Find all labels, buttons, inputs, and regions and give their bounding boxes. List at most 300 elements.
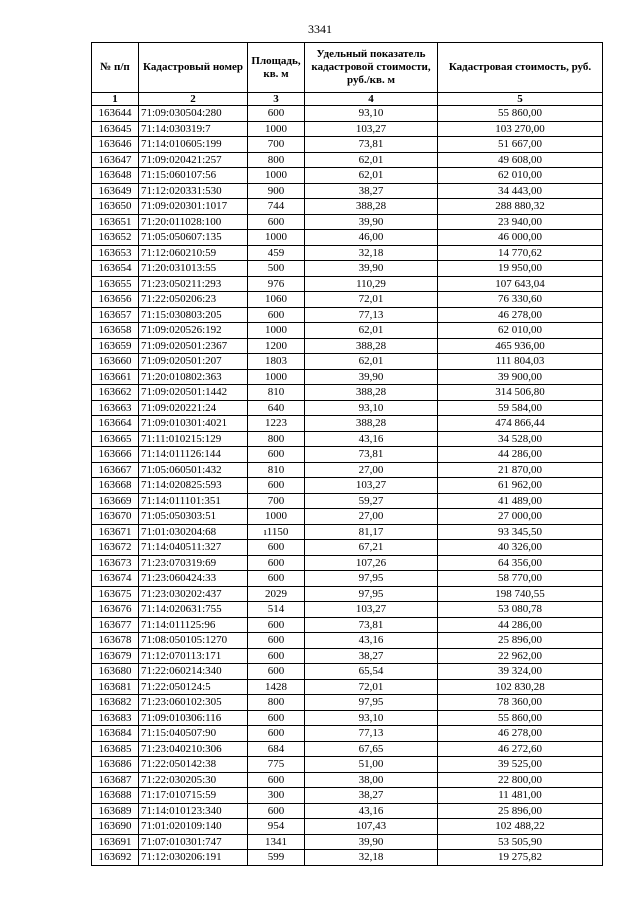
table-row [92, 803, 603, 819]
cadastral-number-cell: 71:23:030202:437 [139, 586, 248, 602]
table-row [92, 478, 603, 494]
cadastral-number-cell: 71:22:050142:38 [139, 757, 248, 773]
unit-value-cell: 32,18 [305, 245, 438, 261]
area-cell: 600 [248, 648, 305, 664]
unit-value-cell: 43,16 [305, 633, 438, 649]
area-cell: 1000 [248, 323, 305, 339]
cadastral-value-cell: 25 896,00 [438, 803, 603, 819]
cadastral-value-cell: 34 443,00 [438, 183, 603, 199]
row-index-cell: 163645 [92, 121, 139, 137]
area-cell: 600 [248, 447, 305, 463]
cadastral-value-cell: 27 000,00 [438, 509, 603, 525]
table-row [92, 152, 603, 168]
unit-value-cell: 93,10 [305, 106, 438, 122]
area-cell: 600 [248, 633, 305, 649]
header-cadastral-value: Кадастровая стоимость, руб. [438, 43, 603, 93]
unit-value-cell: 32,18 [305, 850, 438, 866]
row-index-cell: 163660 [92, 354, 139, 370]
cadastral-value-cell: 58 770,00 [438, 571, 603, 587]
cadastral-value-cell: 46 278,00 [438, 307, 603, 323]
area-cell: 775 [248, 757, 305, 773]
cadastral-table [91, 42, 603, 866]
cadastral-number-cell: 71:09:020221:24 [139, 400, 248, 416]
cadastral-value-cell: 23 940,00 [438, 214, 603, 230]
cadastral-number-cell: 71:23:040210:306 [139, 741, 248, 757]
cadastral-value-cell: 22 800,00 [438, 772, 603, 788]
cadastral-number-cell: 71:14:011125:96 [139, 617, 248, 633]
page-number: 3341 [308, 22, 332, 36]
area-cell: 1000 [248, 509, 305, 525]
cadastral-value-cell: 62 010,00 [438, 323, 603, 339]
table-row [92, 183, 603, 199]
row-index-cell: 163682 [92, 695, 139, 711]
unit-value-cell: 107,26 [305, 555, 438, 571]
cadastral-value-cell: 14 770,62 [438, 245, 603, 261]
cadastral-value-cell: 93 345,50 [438, 524, 603, 540]
row-index-cell: 163684 [92, 726, 139, 742]
cadastral-number-cell: 71:15:060107:56 [139, 168, 248, 184]
area-cell: 1341 [248, 834, 305, 850]
table-row [92, 245, 603, 261]
column-number: 2 [139, 93, 248, 106]
cadastral-value-cell: 111 804,03 [438, 354, 603, 370]
area-cell: 900 [248, 183, 305, 199]
cadastral-value-cell: 21 870,00 [438, 462, 603, 478]
cadastral-number-cell: 71:14:010123:340 [139, 803, 248, 819]
unit-value-cell: 39,90 [305, 369, 438, 385]
cadastral-number-cell: 71:22:030205:30 [139, 772, 248, 788]
row-index-cell: 163656 [92, 292, 139, 308]
area-cell: 600 [248, 617, 305, 633]
row-index-cell: 163655 [92, 276, 139, 292]
cadastral-number-cell: 71:23:050211:293 [139, 276, 248, 292]
area-cell: 1000 [248, 121, 305, 137]
area-cell: 954 [248, 819, 305, 835]
row-index-cell: 163679 [92, 648, 139, 664]
table-row [92, 664, 603, 680]
table-row [92, 493, 603, 509]
row-index-cell: 163691 [92, 834, 139, 850]
unit-value-cell: 62,01 [305, 168, 438, 184]
area-cell: 1000 [248, 168, 305, 184]
cadastral-value-cell: 19 950,00 [438, 261, 603, 277]
cadastral-value-cell: 198 740,55 [438, 586, 603, 602]
cadastral-number-cell: 71:05:050607:135 [139, 230, 248, 246]
cadastral-number-cell: 71:09:020501:1442 [139, 385, 248, 401]
unit-value-cell: 97,95 [305, 571, 438, 587]
row-index-cell: 163644 [92, 106, 139, 122]
unit-value-cell: 72,01 [305, 679, 438, 695]
area-cell: 514 [248, 602, 305, 618]
table-row [92, 338, 603, 354]
table-row [92, 106, 603, 122]
cadastral-number-cell: 71:23:070319:69 [139, 555, 248, 571]
row-index-cell: 163669 [92, 493, 139, 509]
row-index-cell: 163663 [92, 400, 139, 416]
area-cell: 800 [248, 695, 305, 711]
cadastral-number-cell: 71:14:020631:755 [139, 602, 248, 618]
row-index-cell: 163657 [92, 307, 139, 323]
cadastral-number-cell: 71:09:020421:257 [139, 152, 248, 168]
row-index-cell: 163677 [92, 617, 139, 633]
row-index-cell: 163653 [92, 245, 139, 261]
cadastral-number-cell: 71:14:030319:7 [139, 121, 248, 137]
row-index-cell: 163688 [92, 788, 139, 804]
cadastral-value-cell: 314 506,80 [438, 385, 603, 401]
cadastral-number-cell: 71:01:030204:68 [139, 524, 248, 540]
row-index-cell: 163680 [92, 664, 139, 680]
table-row [92, 571, 603, 587]
row-index-cell: 163667 [92, 462, 139, 478]
unit-value-cell: 73,81 [305, 617, 438, 633]
cadastral-number-cell: 71:20:031013:55 [139, 261, 248, 277]
cadastral-number-cell: 71:09:010306:116 [139, 710, 248, 726]
table-row [92, 540, 603, 556]
area-cell: 1223 [248, 416, 305, 432]
cadastral-value-cell: 11 481,00 [438, 788, 603, 804]
cadastral-number-cell: 71:14:011126:144 [139, 447, 248, 463]
area-cell: 1200 [248, 338, 305, 354]
cadastral-value-cell: 103 270,00 [438, 121, 603, 137]
table-row [92, 168, 603, 184]
cadastral-value-cell: 53 505,90 [438, 834, 603, 850]
cadastral-value-cell: 39 525,00 [438, 757, 603, 773]
cadastral-number-cell: 71:23:060102:305 [139, 695, 248, 711]
cadastral-number-cell: 71:09:030504:280 [139, 106, 248, 122]
row-index-cell: 163649 [92, 183, 139, 199]
table-row [92, 416, 603, 432]
row-index-cell: 163654 [92, 261, 139, 277]
cadastral-value-cell: 288 880,32 [438, 199, 603, 215]
unit-value-cell: 97,95 [305, 695, 438, 711]
table-row [92, 602, 603, 618]
unit-value-cell: 38,00 [305, 772, 438, 788]
table-row [92, 555, 603, 571]
row-index-cell: 163678 [92, 633, 139, 649]
table-row [92, 679, 603, 695]
row-index-cell: 163648 [92, 168, 139, 184]
cadastral-number-cell: 71:01:020109:140 [139, 819, 248, 835]
area-cell: 500 [248, 261, 305, 277]
row-index-cell: 163666 [92, 447, 139, 463]
cadastral-number-cell: 71:22:050206:23 [139, 292, 248, 308]
header-row [92, 43, 603, 93]
cadastral-number-cell: 71:12:030206:191 [139, 850, 248, 866]
unit-value-cell: 103,27 [305, 602, 438, 618]
cadastral-number-cell: 71:05:060501:432 [139, 462, 248, 478]
area-cell: 976 [248, 276, 305, 292]
cadastral-value-cell: 53 080,78 [438, 602, 603, 618]
table-row [92, 710, 603, 726]
row-index-cell: 163661 [92, 369, 139, 385]
area-cell: 1060 [248, 292, 305, 308]
column-number-row [92, 93, 603, 106]
table-row [92, 741, 603, 757]
area-cell: 300 [248, 788, 305, 804]
table-row [92, 230, 603, 246]
unit-value-cell: 39,90 [305, 214, 438, 230]
cadastral-value-cell: 19 275,82 [438, 850, 603, 866]
area-cell: 600 [248, 214, 305, 230]
cadastral-number-cell: 71:09:020526:192 [139, 323, 248, 339]
area-cell: 600 [248, 555, 305, 571]
table-row [92, 400, 603, 416]
table-row [92, 850, 603, 866]
area-cell: 1428 [248, 679, 305, 695]
header-unit-value: Удельный показатель кадастровой стоимости, руб./кв. м [305, 43, 438, 93]
cadastral-number-cell: 71:14:010605:199 [139, 137, 248, 153]
cadastral-value-cell: 55 860,00 [438, 710, 603, 726]
row-index-cell: 163686 [92, 757, 139, 773]
area-cell: ı1150 [248, 524, 305, 540]
row-index-cell: 163676 [92, 602, 139, 618]
table-row [92, 834, 603, 850]
table-row [92, 354, 603, 370]
cadastral-value-cell: 46 000,00 [438, 230, 603, 246]
cadastral-number-cell: 71:08:050105:1270 [139, 633, 248, 649]
unit-value-cell: 38,27 [305, 788, 438, 804]
unit-value-cell: 388,28 [305, 416, 438, 432]
cadastral-value-cell: 474 866,44 [438, 416, 603, 432]
cadastral-value-cell: 102 488,22 [438, 819, 603, 835]
unit-value-cell: 46,00 [305, 230, 438, 246]
area-cell: 600 [248, 540, 305, 556]
table-row [92, 292, 603, 308]
area-cell: 600 [248, 307, 305, 323]
unit-value-cell: 27,00 [305, 509, 438, 525]
row-index-cell: 163689 [92, 803, 139, 819]
row-index-cell: 163674 [92, 571, 139, 587]
row-index-cell: 163690 [92, 819, 139, 835]
row-index-cell: 163675 [92, 586, 139, 602]
area-cell: 744 [248, 199, 305, 215]
unit-value-cell: 388,28 [305, 338, 438, 354]
area-cell: 600 [248, 478, 305, 494]
cadastral-value-cell: 59 584,00 [438, 400, 603, 416]
unit-value-cell: 27,00 [305, 462, 438, 478]
cadastral-value-cell: 76 330,60 [438, 292, 603, 308]
area-cell: 600 [248, 106, 305, 122]
area-cell: 1000 [248, 230, 305, 246]
row-index-cell: 163668 [92, 478, 139, 494]
cadastral-number-cell: 71:22:050124:5 [139, 679, 248, 695]
row-index-cell: 163672 [92, 540, 139, 556]
cadastral-number-cell: 71:20:010802:363 [139, 369, 248, 385]
table-row [92, 462, 603, 478]
row-index-cell: 163652 [92, 230, 139, 246]
area-cell: 700 [248, 137, 305, 153]
cadastral-value-cell: 46 272,60 [438, 741, 603, 757]
cadastral-number-cell: 71:09:020301:1017 [139, 199, 248, 215]
row-index-cell: 163647 [92, 152, 139, 168]
cadastral-value-cell: 41 489,00 [438, 493, 603, 509]
unit-value-cell: 77,13 [305, 307, 438, 323]
unit-value-cell: 73,81 [305, 137, 438, 153]
cadastral-number-cell: 71:14:020825:593 [139, 478, 248, 494]
cadastral-value-cell: 25 896,00 [438, 633, 603, 649]
row-index-cell: 163650 [92, 199, 139, 215]
unit-value-cell: 43,16 [305, 803, 438, 819]
cadastral-number-cell: 71:23:060424:33 [139, 571, 248, 587]
unit-value-cell: 43,16 [305, 431, 438, 447]
area-cell: 810 [248, 385, 305, 401]
table-row [92, 509, 603, 525]
table-row [92, 214, 603, 230]
column-number: 3 [248, 93, 305, 106]
table-row [92, 695, 603, 711]
table-row [92, 788, 603, 804]
cadastral-number-cell: 71:14:040511:327 [139, 540, 248, 556]
cadastral-value-cell: 51 667,00 [438, 137, 603, 153]
cadastral-value-cell: 46 278,00 [438, 726, 603, 742]
area-cell: 600 [248, 664, 305, 680]
area-cell: 684 [248, 741, 305, 757]
unit-value-cell: 388,28 [305, 199, 438, 215]
cadastral-value-cell: 39 324,00 [438, 664, 603, 680]
table-row [92, 586, 603, 602]
cadastral-value-cell: 44 286,00 [438, 447, 603, 463]
row-index-cell: 163665 [92, 431, 139, 447]
table-body [92, 106, 603, 866]
cadastral-value-cell: 78 360,00 [438, 695, 603, 711]
unit-value-cell: 62,01 [305, 323, 438, 339]
row-index-cell: 163651 [92, 214, 139, 230]
cadastral-value-cell: 64 356,00 [438, 555, 603, 571]
unit-value-cell: 67,21 [305, 540, 438, 556]
cadastral-number-cell: 71:15:030803:205 [139, 307, 248, 323]
cadastral-number-cell: 71:14:011101:351 [139, 493, 248, 509]
unit-value-cell: 77,13 [305, 726, 438, 742]
column-number: 5 [438, 93, 603, 106]
row-index-cell: 163683 [92, 710, 139, 726]
unit-value-cell: 73,81 [305, 447, 438, 463]
area-cell: 1803 [248, 354, 305, 370]
cadastral-value-cell: 107 643,04 [438, 276, 603, 292]
cadastral-number-cell: 71:09:020501:2367 [139, 338, 248, 354]
row-index-cell: 163659 [92, 338, 139, 354]
table-row [92, 369, 603, 385]
table-row [92, 757, 603, 773]
cadastral-number-cell: 71:15:040507:90 [139, 726, 248, 742]
area-cell: 2029 [248, 586, 305, 602]
table-row [92, 726, 603, 742]
area-cell: 600 [248, 803, 305, 819]
cadastral-number-cell: 71:17:010715:59 [139, 788, 248, 804]
area-cell: 600 [248, 726, 305, 742]
table-row [92, 617, 603, 633]
cadastral-value-cell: 34 528,00 [438, 431, 603, 447]
row-index-cell: 163685 [92, 741, 139, 757]
area-cell: 600 [248, 571, 305, 587]
cadastral-value-cell: 61 962,00 [438, 478, 603, 494]
cadastral-number-cell: 71:09:020501:207 [139, 354, 248, 370]
unit-value-cell: 97,95 [305, 586, 438, 602]
unit-value-cell: 103,27 [305, 478, 438, 494]
cadastral-number-cell: 71:05:050303:51 [139, 509, 248, 525]
unit-value-cell: 67,65 [305, 741, 438, 757]
area-cell: 800 [248, 152, 305, 168]
cadastral-number-cell: 71:07:010301:747 [139, 834, 248, 850]
column-number: 1 [92, 93, 139, 106]
cadastral-value-cell: 40 326,00 [438, 540, 603, 556]
cadastral-value-cell: 102 830,28 [438, 679, 603, 695]
table-row [92, 121, 603, 137]
area-cell: 810 [248, 462, 305, 478]
area-cell: 600 [248, 710, 305, 726]
table-row [92, 323, 603, 339]
area-cell: 700 [248, 493, 305, 509]
area-cell: 1000 [248, 369, 305, 385]
unit-value-cell: 51,00 [305, 757, 438, 773]
cadastral-number-cell: 71:12:020331:530 [139, 183, 248, 199]
unit-value-cell: 93,10 [305, 400, 438, 416]
unit-value-cell: 38,27 [305, 183, 438, 199]
column-number: 4 [305, 93, 438, 106]
header-area: Площадь, кв. м [248, 43, 305, 93]
unit-value-cell: 65,54 [305, 664, 438, 680]
unit-value-cell: 103,27 [305, 121, 438, 137]
row-index-cell: 163671 [92, 524, 139, 540]
table-row [92, 261, 603, 277]
unit-value-cell: 62,01 [305, 354, 438, 370]
unit-value-cell: 110,29 [305, 276, 438, 292]
cadastral-value-cell: 55 860,00 [438, 106, 603, 122]
table-row [92, 385, 603, 401]
unit-value-cell: 72,01 [305, 292, 438, 308]
table-row [92, 772, 603, 788]
unit-value-cell: 107,43 [305, 819, 438, 835]
cadastral-value-cell: 465 936,00 [438, 338, 603, 354]
table-row [92, 431, 603, 447]
table-row [92, 648, 603, 664]
cadastral-number-cell: 71:12:060210:59 [139, 245, 248, 261]
row-index-cell: 163673 [92, 555, 139, 571]
cadastral-value-cell: 39 900,00 [438, 369, 603, 385]
row-index-cell: 163664 [92, 416, 139, 432]
row-index-cell: 163662 [92, 385, 139, 401]
unit-value-cell: 39,90 [305, 834, 438, 850]
table-row [92, 524, 603, 540]
table-row [92, 819, 603, 835]
table-row [92, 276, 603, 292]
row-index-cell: 163692 [92, 850, 139, 866]
cadastral-number-cell: 71:09:010301:4021 [139, 416, 248, 432]
row-index-cell: 163681 [92, 679, 139, 695]
area-cell: 459 [248, 245, 305, 261]
unit-value-cell: 388,28 [305, 385, 438, 401]
cadastral-value-cell: 49 608,00 [438, 152, 603, 168]
header-index: № п/п [92, 43, 139, 93]
cadastral-value-cell: 62 010,00 [438, 168, 603, 184]
area-cell: 640 [248, 400, 305, 416]
table-row [92, 447, 603, 463]
unit-value-cell: 39,90 [305, 261, 438, 277]
row-index-cell: 163670 [92, 509, 139, 525]
unit-value-cell: 38,27 [305, 648, 438, 664]
header-cadastral-number: Кадастровый номер [139, 43, 248, 93]
unit-value-cell: 59,27 [305, 493, 438, 509]
row-index-cell: 163658 [92, 323, 139, 339]
area-cell: 600 [248, 772, 305, 788]
area-cell: 800 [248, 431, 305, 447]
cadastral-number-cell: 71:22:060214:340 [139, 664, 248, 680]
cadastral-number-cell: 71:20:011028:100 [139, 214, 248, 230]
cadastral-number-cell: 71:12:070113:171 [139, 648, 248, 664]
row-index-cell: 163646 [92, 137, 139, 153]
unit-value-cell: 62,01 [305, 152, 438, 168]
unit-value-cell: 93,10 [305, 710, 438, 726]
cadastral-value-cell: 22 962,00 [438, 648, 603, 664]
